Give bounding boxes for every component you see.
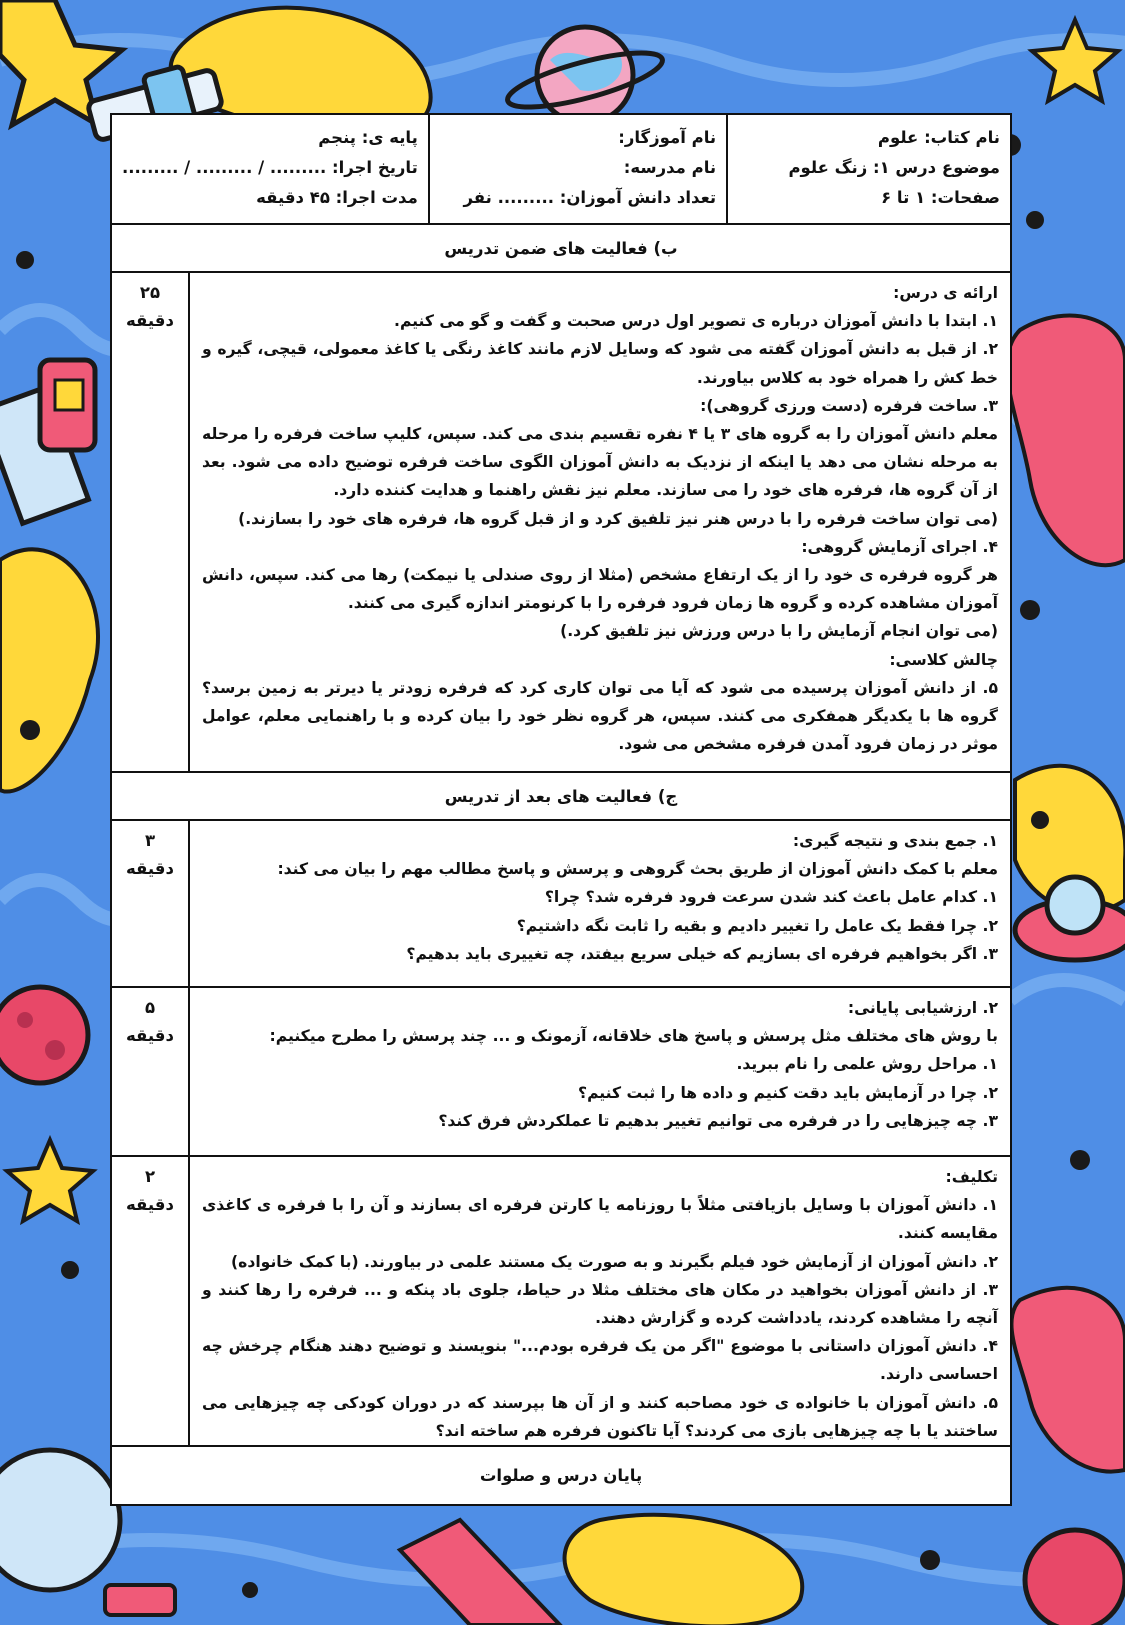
asteroid-icon: [1025, 1530, 1125, 1625]
activity-line: ۳. از دانش آموزان بخواهید در مکان های مختلف مثلا در حیاط، جلوی باد پنکه و ... فرفره را رها کنند و آنچه را مشاهده کردند، یادداشت کرده و گزارش دهند.: [202, 1280, 998, 1328]
activity-line: ۱. کدام عامل باعث کند شدن سرعت فرود فرفره شد؟ چرا؟: [544, 888, 998, 907]
execution-date: تاریخ اجرا: ......... / ......... / .........: [122, 158, 418, 177]
activity-line: ۲. ارزشیابی پایانی:: [847, 999, 998, 1017]
lesson-closing: پایان درس و صلوات: [479, 1466, 643, 1485]
students-count: تعداد دانش آموزان: ......... نفر: [463, 188, 717, 207]
lesson-plan-sheet: [110, 113, 1012, 1506]
lesson-pages: صفحات: ۱ تا ۶: [881, 188, 1000, 207]
execution-duration: مدت اجرا: ۴۵ دقیقه: [256, 188, 418, 207]
activity-line: ۲. چرا فقط یک عامل را تغییر دادیم و بقیه را ثابت نگه داشتیم؟: [516, 916, 998, 935]
activity-line: با روش های مختلف مثل پرسش و پاسخ های خلاقانه، آزمونک و ... چند پرسش را مطرح میکنیم:: [269, 1027, 998, 1046]
activity-line: ۴. اجرای آزمایش گروهی:: [801, 537, 998, 556]
teaching-activity-text: [190, 273, 1010, 771]
summary-activity-text: [190, 821, 1010, 986]
activity-line: (می توان ساخت فرفره را با درس هنر نیز تلفیق کرد و از قبل گروه ها، فرفره های خود را بسازند.): [238, 509, 998, 528]
lesson-topic: موضوع درس ۱: زنگ علوم: [788, 158, 1000, 177]
teaching-activity-block: [112, 273, 1010, 773]
homework-activity-text: [190, 1157, 1010, 1445]
activity-time: [112, 988, 190, 1155]
activity-line: ۳. اگر بخواهیم فرفره ای بسازیم که خیلی سریع بیفتد، چه تغییری باید بدهیم؟: [406, 944, 998, 963]
grade-level: پایه ی: پنجم: [318, 128, 418, 147]
activity-line: ۱. جمع بندی و نتیجه گیری:: [792, 832, 998, 850]
evaluation-activity-text: [190, 988, 1010, 1155]
activity-time: [112, 821, 190, 986]
time-unit: دقیقه: [126, 1195, 174, 1214]
evaluation-activity-block: [112, 988, 1010, 1157]
activity-line: ۳. چه چیزهایی را در فرفره می توانیم تغییر بدهیم تا عملکردش فرق کند؟: [438, 1111, 998, 1130]
activity-line: ۵. از دانش آموزان پرسیده می شود که آیا می توان کاری کرد که فرفره زودتر یا دیرتر به زمین برسد؟ گروه ها با یکدیگر همفکری می کنند. سپس، هر گروه نظر خود را بیان کرده و با راهنمایی معلم، عوامل موثر در زمان فرود آمدن فرفره مشخص می شود.: [202, 678, 998, 754]
activity-line: (می توان انجام آزمایش را با درس ورزش نیز تلفیق کرد.): [560, 622, 998, 641]
teacher-name: نام آموزگار:: [618, 128, 717, 147]
time-unit: دقیقه: [126, 311, 174, 330]
time-unit: دقیقه: [126, 859, 174, 878]
activity-line: ۲. از قبل به دانش آموزان گفته می شود که وسایل لازم مانند کاغذ رنگی یا کاغذ معمولی، قیچی، گیره و خط کش را همراه خود به کلاس بیاورند.: [202, 340, 998, 387]
activity-line: ۱. دانش آموزان با وسایل بازیافتی مثلاً با روزنامه یا کارتن فرفره ای بسازند و آن را با فرفره ی کاغذی مقایسه کنند.: [202, 1196, 998, 1243]
lesson-header: [112, 115, 1010, 225]
activity-line: ۳. ساخت فرفره (دست ورزی گروهی):: [700, 396, 998, 415]
activity-time: [112, 273, 190, 771]
activity-line: ۱. ابتدا با دانش آموزان درباره ی تصویر اول درس صحبت و گفت و گو می کنیم.: [394, 312, 998, 331]
activity-line: ارائه ی درس:: [893, 284, 998, 302]
time-value: ۲۵: [139, 283, 161, 302]
school-name: نام مدرسه:: [623, 158, 717, 177]
activity-line: چالش کلاسی:: [889, 650, 998, 669]
homework-activity-block: [112, 1157, 1010, 1447]
activity-line: ۱. مراحل روش علمی را نام ببرید.: [736, 1055, 998, 1074]
teacher-info-column: [428, 115, 726, 223]
time-value: ۲: [144, 1167, 156, 1186]
activity-line: معلم با کمک دانش آموزان از طریق بحث گروهی و پرسش و پاسخ مطالب مهم را بیان می کند:: [277, 860, 998, 879]
activity-line: تکلیف:: [945, 1168, 998, 1186]
schedule-info-column: [112, 115, 428, 223]
activity-line: هر گروه فرفره ی خود را از یک ارتفاع مشخص (مثلا از روی صندلی یا نیمکت) رها می کند. سپس، دانش آموزان مشاهده کرده و گروه ها زمان فرود فرفره را با کرنومتر اندازه گیری می کنند.: [202, 566, 998, 613]
section-title-after-teaching: ج) فعالیت های بعد از تدریس: [112, 773, 1010, 821]
time-value: ۵: [144, 998, 156, 1017]
activity-line: ۲. دانش آموزان از آزمایش خود فیلم بگیرند و به صورت یک مستند علمی در بیاورند. (با کمک خانواده): [231, 1252, 998, 1271]
time-unit: دقیقه: [126, 1026, 174, 1045]
activity-line: معلم دانش آموزان را به گروه های ۳ یا ۴ نفره تقسیم بندی می کند. سپس، کلیپ ساخت فرفره را مرحله به مرحله نشان می دهد یا اینکه از نزدیک به دانش آموزان الگوی ساخت فرفره توضیح داده می شود. بعد از آن گروه ها، فرفره های خود را می سازند. معلم نیز نقش راهنما و هدایت کننده دارد.: [202, 425, 999, 500]
time-value: ۳: [144, 831, 156, 850]
activity-line: ۴. دانش آموزان داستانی با موضوع "اگر من یک فرفره بودم..." بنویسند و توضیح دهند هنگام چرخش چه احساسی دارند.: [202, 1337, 998, 1384]
activity-line: ۵. دانش آموزان با خانواده ی خود مصاحبه کنند و از آن ها بپرسند که در دوران کودکی چه چیزهایی می ساختند یا با چه چیزهایی بازی می کردند؟ آیا تاکنون فرفره هم ساخته اند؟: [202, 1393, 998, 1440]
activity-time: [112, 1157, 190, 1445]
summary-activity-block: [112, 821, 1010, 988]
section-title-during-teaching: ب) فعالیت های ضمن تدریس: [112, 225, 1010, 273]
virus-icon: [0, 987, 88, 1083]
lesson-info-column: [726, 115, 1010, 223]
book-name: نام کتاب: علوم: [877, 128, 1000, 147]
activity-line: ۲. چرا در آزمایش باید دقت کنیم و داده ها را ثبت کنیم؟: [578, 1083, 998, 1102]
